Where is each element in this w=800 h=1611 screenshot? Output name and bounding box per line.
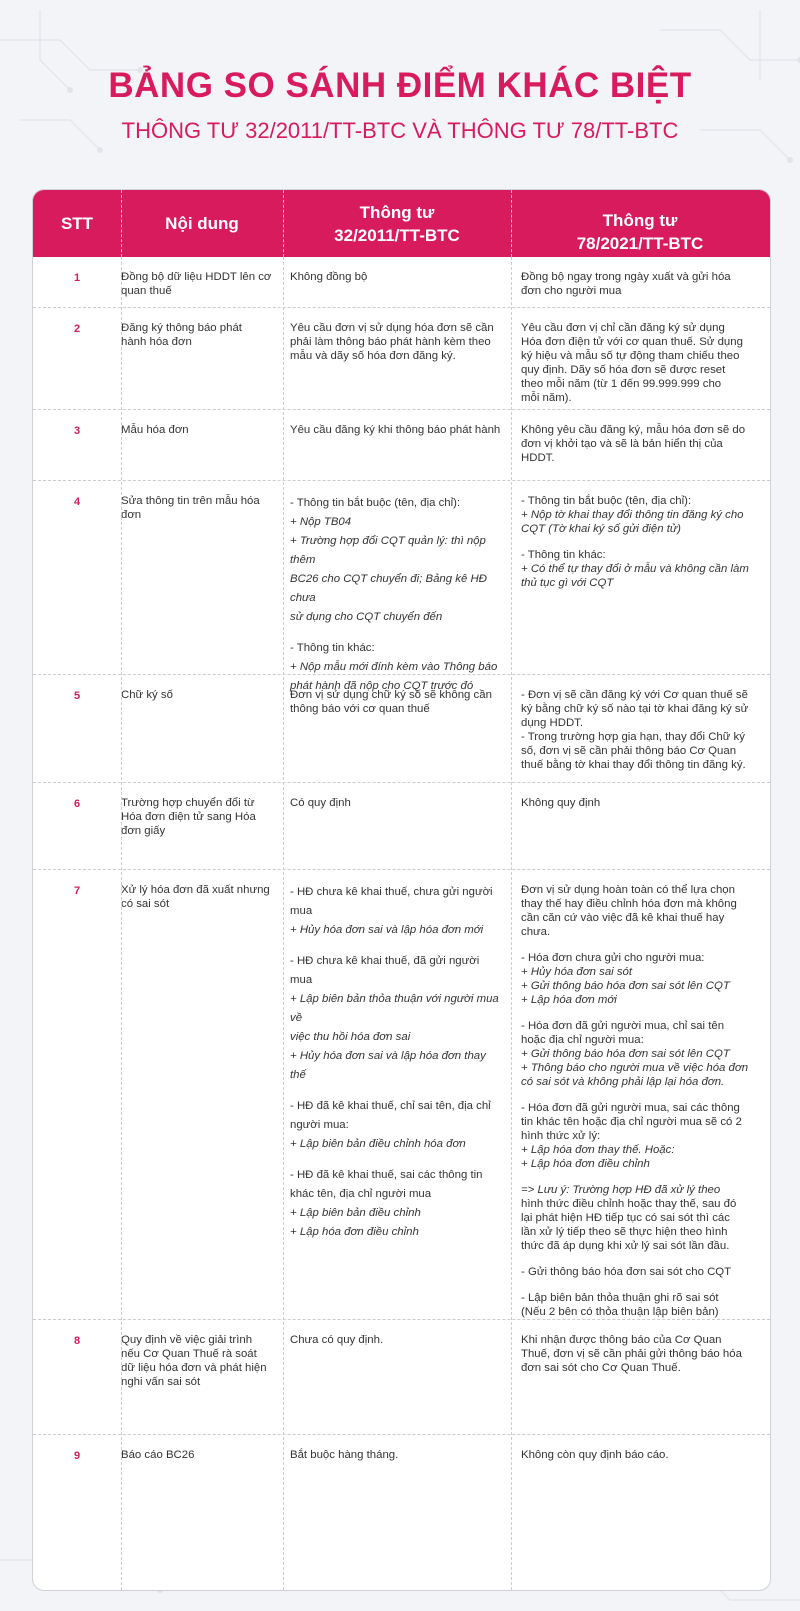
- cell-text-line: => Lưu ý: Trường hợp HĐ đã xử lý theo: [521, 1184, 721, 1196]
- cell-text-line: - HĐ đã kê khai thuế, chỉ sai tên, địa chỉ: [290, 1100, 491, 1112]
- tt78-cell: [521, 1448, 761, 1462]
- tt32-cell: [290, 796, 502, 810]
- column-header-tt78-line2: 78/2021/TT-BTC: [576, 233, 704, 253]
- cell-text-line: - Thông tin khác:: [521, 549, 606, 561]
- cell-text-line: ký hiệu và mẫu số tự động tham chiếu theo: [521, 350, 740, 362]
- cell-text-line: + Lập biên bản điều chỉnh: [290, 1207, 421, 1219]
- cell-text-line: cần căn cứ vào việc đã kê khai thuế hay: [521, 912, 725, 924]
- tt78-cell: [521, 494, 761, 590]
- cell-text-line: CQT (Tờ khai ký số gửi điện tử): [521, 523, 681, 535]
- table-row: [33, 870, 770, 1320]
- cell-text-line: + Trường hợp đổi CQT quản lý: thì nộp thêm: [290, 535, 486, 566]
- column-header-stt: STT: [60, 213, 94, 233]
- row-number: 7: [73, 885, 81, 897]
- cell-text-line: theo mỗi năm (từ 1 đến 99.999.999 cho: [521, 378, 722, 390]
- content-cell: [121, 494, 276, 522]
- cell-text-line: + Thông báo cho người mua về việc hóa đơn: [521, 1062, 749, 1074]
- cell-text-line: + Gửi thông báo hóa đơn sai sót lên CQT: [521, 1048, 730, 1060]
- cell-text-line: + Hủy hóa đơn sai và lập hóa đơn mới: [290, 924, 484, 936]
- cell-text-line: + Lập biên bản điều chỉnh hóa đơn: [290, 1138, 466, 1150]
- row-number: 3: [73, 425, 81, 437]
- cell-text-line: quy định. Dãy số hóa đơn sẽ được reset: [521, 364, 726, 376]
- cell-text-line: nghi vấn sai sót: [121, 1376, 201, 1388]
- tt78-cell: [521, 270, 761, 298]
- tt78-cell: [521, 688, 761, 772]
- cell-text-line: - HĐ chưa kê khai thuế, chưa gửi người: [290, 886, 493, 898]
- cell-text-line: Mẫu hóa đơn: [121, 424, 189, 436]
- table-row: [33, 675, 770, 783]
- cell-text-line: + Lập hóa đơn thay thế. Hoặc:: [521, 1144, 675, 1156]
- cell-text-line: lần xử lý tiếp theo sẽ thực hiện theo hình: [521, 1226, 728, 1238]
- cell-text-line: Xử lý hóa đơn đã xuất nhưng: [121, 884, 270, 896]
- cell-text-line: Khi nhận được thông báo của Cơ Quan: [521, 1334, 722, 1346]
- cell-text-line: - Đơn vị sẽ cần đăng ký với Cơ quan thuế sẽ: [521, 689, 748, 701]
- row-number: 9: [73, 1450, 81, 1462]
- table-row: [33, 257, 770, 308]
- cell-text-line: - HĐ đã kê khai thuế, sai các thông tin: [290, 1169, 483, 1181]
- comparison-table: [32, 189, 771, 1591]
- tt32-cell: [290, 688, 502, 716]
- table-row: [33, 481, 770, 692]
- row-number: 6: [73, 798, 81, 810]
- cell-text-line: thuế bằng tờ khai thay đổi thông tin đăng ký.: [521, 759, 746, 771]
- cell-text-line: Đồng bộ dữ liệu HDDT lên cơ: [121, 271, 272, 283]
- tt78-cell: [521, 321, 761, 405]
- cell-text-line: Đơn vị sử dụng hoàn toàn có thể lựa chọn: [521, 884, 735, 896]
- cell-text-line: thông báo với cơ quan thuế: [290, 703, 430, 715]
- tt32-cell: [290, 883, 502, 1242]
- tt32-cell: [290, 423, 502, 437]
- cell-text-line: + Gửi thông báo hóa đơn sai sót lên CQT: [521, 980, 730, 992]
- cell-text-line: HDDT.: [521, 452, 555, 464]
- table-row: [33, 1320, 770, 1435]
- cell-text-line: Trường hợp chuyển đổi từ: [121, 797, 255, 809]
- tt78-cell: [521, 423, 761, 465]
- cell-text-line: đơn vị khởi tạo và sẽ là bản hiển thị của: [521, 438, 723, 450]
- tt78-cell: [521, 1333, 761, 1375]
- cell-text-line: Đơn vị sử dụng chữ ký số sẽ không cần: [290, 689, 492, 701]
- cell-text-line: Báo cáo BC26: [121, 1449, 195, 1461]
- row-number: 5: [73, 690, 81, 702]
- cell-text-line: Hóa đơn điện tử sang Hóa: [121, 811, 256, 823]
- row-number: 2: [73, 323, 81, 335]
- cell-text-line: Thuế, đơn vị sẽ cần phải gửi thông báo hóa: [521, 1348, 742, 1360]
- tt32-cell: [290, 1448, 502, 1462]
- content-cell: [121, 270, 276, 298]
- cell-text-line: Chữ ký số: [121, 689, 173, 701]
- cell-text-line: - Hóa đơn chưa gửi cho người mua:: [521, 952, 705, 964]
- content-cell: [121, 883, 276, 911]
- cell-text-line: Bắt buộc hàng tháng.: [290, 1449, 399, 1461]
- tt32-cell: [290, 1333, 502, 1347]
- cell-text-line: Không đồng bộ: [290, 271, 368, 283]
- cell-text-line: + Nộp tờ khai thay đổi thông tin đăng ký cho: [521, 509, 744, 521]
- column-header-tt32-line2: 32/2011/TT-BTC: [334, 225, 460, 245]
- cell-text-line: - Gửi thông báo hóa đơn sai sót cho CQT: [521, 1266, 732, 1278]
- cell-text-line: + Nộp TB04: [290, 516, 352, 528]
- cell-text-line: tin khác tên hoặc địa chỉ người mua sẽ có 2: [521, 1116, 742, 1128]
- cell-text-line: Yêu cầu đơn vị sử dụng hóa đơn sẽ cần: [290, 322, 494, 334]
- row-number: 1: [73, 272, 81, 284]
- cell-text-line: phải làm thông báo phát hành kèm theo: [290, 336, 491, 348]
- cell-text-line: ký bằng chữ ký số nào tại tờ khai đăng ký sử: [521, 703, 749, 715]
- cell-text-line: mỗi năm).: [521, 392, 572, 404]
- cell-text-line: hành hóa đơn: [121, 336, 192, 348]
- column-header-content: Nội dung: [165, 213, 239, 233]
- tt32-cell: [290, 270, 502, 284]
- cell-text-line: Chưa có quy định.: [290, 1334, 384, 1346]
- column-header-tt78: [511, 190, 769, 257]
- cell-text-line: hoặc địa chỉ người mua:: [521, 1034, 644, 1046]
- cell-text-line: - Thông tin bắt buộc (tên, địa chỉ):: [521, 495, 692, 507]
- cell-text-line: Hóa đơn điện tử với cơ quan thuế. Sử dụng: [521, 336, 743, 348]
- content-cell: [121, 1448, 276, 1462]
- cell-text-line: Yêu cầu đơn vị chỉ cần đăng ký sử dụng: [521, 322, 725, 334]
- content-cell: [121, 321, 276, 349]
- cell-text-line: + Nộp mẫu mới đính kèm vào Thông báo: [290, 661, 498, 673]
- content-cell: [121, 796, 276, 838]
- cell-text-line: người mua:: [290, 1119, 349, 1131]
- cell-text-line: - Hóa đơn đã gửi người mua, sai các thông: [521, 1102, 740, 1114]
- cell-text-line: Sửa thông tin trên mẫu hóa: [121, 495, 260, 507]
- cell-text-line: Không quy định: [521, 797, 601, 809]
- tt78-cell: [521, 883, 761, 1319]
- cell-text-line: dữ liệu hóa đơn và phát hiện: [121, 1362, 267, 1374]
- cell-text-line: - Hóa đơn đã gửi người mua, chỉ sai tên: [521, 1020, 725, 1032]
- cell-text-line: - HĐ chưa kê khai thuế, đã gửi người mua: [290, 955, 480, 986]
- cell-text-line: + Hủy hóa đơn sai và lập hóa đơn thay thế: [290, 1050, 486, 1081]
- table-row: [33, 410, 770, 481]
- content-cell: [121, 423, 276, 437]
- cell-text-line: Quy định về việc giải trình: [121, 1334, 253, 1346]
- cell-text-line: + Lập biên bản thỏa thuận với người mua về: [290, 993, 499, 1024]
- column-header-tt32: [283, 190, 511, 257]
- cell-text-line: + Hủy hóa đơn sai sót: [521, 966, 633, 978]
- cell-text-line: số, đơn vị sẽ cần phải thông báo Cơ Quan: [521, 745, 737, 757]
- column-header-tt32-line1: Thông tư: [359, 202, 435, 222]
- tt32-cell: [290, 494, 502, 696]
- cell-text-line: mua: [290, 905, 313, 917]
- cell-text-line: - Lập biên bản thỏa thuận ghi rõ sai sót: [521, 1292, 719, 1304]
- cell-text-line: lại phát hiện HĐ tiếp tục có sai sót thì các: [521, 1212, 730, 1224]
- table-row: [33, 308, 770, 410]
- cell-text-line: Có quy định: [290, 797, 351, 809]
- row-number: 8: [73, 1335, 81, 1347]
- cell-text-line: (Nếu 2 bên có thỏa thuận lập biên bản): [521, 1306, 719, 1318]
- cell-text-line: quan thuế: [121, 285, 172, 297]
- table-row: [33, 783, 770, 870]
- cell-text-line: có sai sót: [121, 898, 170, 910]
- cell-text-line: dụng HDDT.: [521, 717, 584, 729]
- cell-text-line: phát hành đã nộp cho CQT trước đó: [290, 680, 474, 692]
- cell-text-line: Đăng ký thông báo phát: [121, 322, 242, 334]
- cell-text-line: Đồng bộ ngay trong ngày xuất và gửi hóa: [521, 271, 731, 283]
- cell-text-line: + Có thể tự thay đổi ở mẫu và không cần làm: [521, 563, 749, 575]
- cell-text-line: nếu Cơ Quan Thuế rà soát: [121, 1348, 257, 1360]
- cell-text-line: + Lập hóa đơn điều chỉnh: [521, 1158, 650, 1170]
- table-header: [33, 190, 770, 257]
- column-header-tt78-line1: Thông tư: [602, 210, 678, 230]
- cell-text-line: Không yêu cầu đăng ký, mẫu hóa đơn sẽ do: [521, 424, 746, 436]
- cell-text-line: + Lập hóa đơn mới: [521, 994, 617, 1006]
- cell-text-line: sử dụng cho CQT chuyển đến: [290, 611, 443, 623]
- tt32-cell: [290, 321, 502, 363]
- cell-text-line: đơn cho người mua: [521, 285, 622, 297]
- content-cell: [121, 688, 276, 702]
- page-subtitle: THÔNG TƯ 32/2011/TT-BTC VÀ THÔNG TƯ 78/TT-BTC: [121, 118, 679, 143]
- cell-text-line: có sai sót và không phải lập lại hóa đơn.: [521, 1076, 725, 1088]
- cell-text-line: thức đã áp dụng khi xử lý sai sót lần đầu.: [521, 1240, 730, 1252]
- cell-text-line: thay thế hay điều chỉnh hóa đơn mà không: [521, 898, 737, 910]
- table-row: [33, 1435, 770, 1590]
- cell-text-line: đơn: [121, 509, 142, 521]
- cell-text-line: Yêu cầu đăng ký khi thông báo phát hành: [290, 424, 501, 436]
- cell-text-line: - Thông tin bắt buộc (tên, địa chỉ):: [290, 497, 461, 509]
- row-number: 4: [73, 496, 81, 508]
- cell-text-line: thủ tục gì với CQT: [521, 577, 614, 589]
- content-cell: [121, 1333, 276, 1389]
- cell-text-line: chưa.: [521, 926, 551, 938]
- cell-text-line: - Thông tin khác:: [290, 642, 375, 654]
- cell-text-line: đơn giấy: [121, 825, 166, 837]
- cell-text-line: hình thức xử lý:: [521, 1130, 601, 1142]
- page-title: BẢNG SO SÁNH ĐIỂM KHÁC BIỆT: [108, 66, 692, 105]
- cell-text-line: - Trong trường hợp gia hạn, thay đổi Chữ ký: [521, 731, 745, 743]
- cell-text-line: đơn sai sót cho Cơ Quan Thuế.: [521, 1362, 681, 1374]
- cell-text-line: việc thu hồi hóa đơn sai: [290, 1031, 411, 1043]
- cell-text-line: hình thức điều chỉnh hoặc thay thế, sau đó: [521, 1198, 737, 1210]
- cell-text-line: BC26 cho CQT chuyển đi; Bảng kê HĐ chưa: [290, 573, 487, 604]
- cell-text-line: + Lập hóa đơn điều chỉnh: [290, 1226, 419, 1238]
- cell-text-line: khác tên, địa chỉ người mua: [290, 1188, 432, 1200]
- cell-text-line: mẫu và dãy số hóa đơn đăng ký.: [290, 350, 456, 362]
- cell-text-line: Không còn quy định báo cáo.: [521, 1449, 669, 1461]
- tt78-cell: [521, 796, 761, 810]
